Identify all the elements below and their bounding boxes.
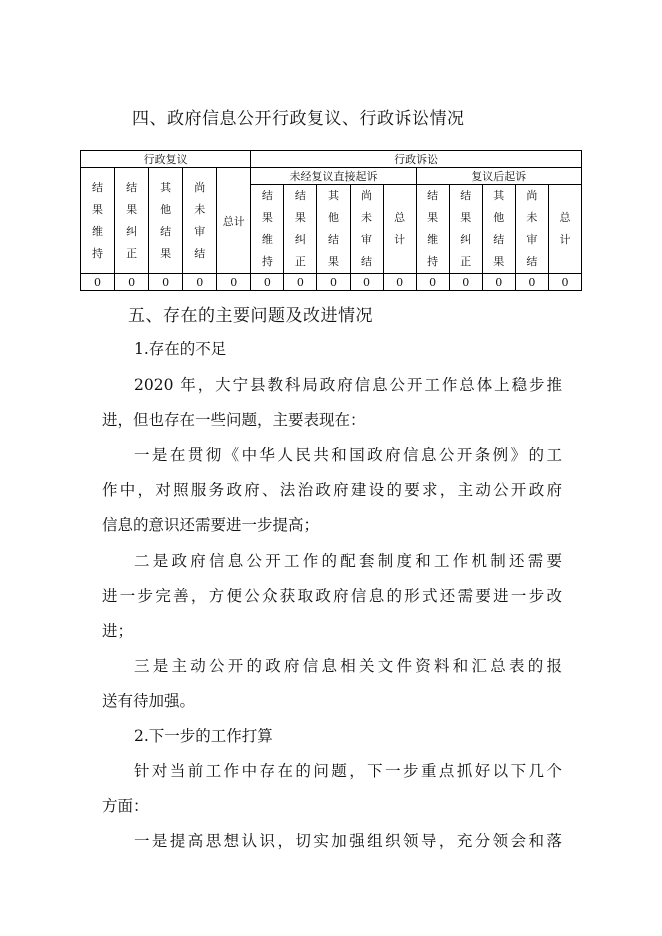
header-direct-suit: 未经复议直接起诉: [251, 168, 416, 185]
header-after-pending: 尚未审结: [515, 185, 548, 274]
paragraph-line: 针对当前工作中存在的问题，下一步重点抓好以下几个: [134, 762, 562, 780]
table-cell: 0: [515, 274, 548, 291]
paragraph-line: 方面：: [102, 797, 149, 815]
table-cell: 0: [482, 274, 515, 291]
table-cell: 0: [383, 274, 416, 291]
header-direct-maintain: 结果维持: [251, 185, 284, 274]
subheading-shortcomings: 1.存在的不足: [134, 340, 227, 358]
paragraph-line: 信息的意识还需要进一步提高；: [102, 516, 320, 534]
paragraph-line: 进；: [102, 622, 134, 640]
header-after-review: 复议后起诉: [416, 168, 581, 185]
table-cell: 0: [449, 274, 482, 291]
header-review-other: 其他结果: [149, 168, 183, 274]
header-after-total: 总计: [548, 185, 581, 274]
table-cell: 0: [548, 274, 581, 291]
header-direct-other: 其他结果: [317, 185, 350, 274]
paragraph-line: 作中，对照服务政府、法治政府建设的要求，主动公开政府: [102, 481, 562, 499]
header-after-corrected: 结果纠正: [449, 185, 482, 274]
header-direct-total: 总计: [383, 185, 416, 274]
header-direct-pending: 尚未审结: [350, 185, 383, 274]
table-cell: 0: [115, 274, 149, 291]
header-after-other: 其他结果: [482, 185, 515, 274]
table-cell: 0: [350, 274, 383, 291]
header-review-pending: 尚未审结: [183, 168, 217, 274]
paragraph-line: 二是政府信息公开工作的配套制度和工作机制还需要: [134, 552, 562, 570]
table-cell: 0: [183, 274, 217, 291]
table-cell: 0: [317, 274, 350, 291]
table-cell: 0: [284, 274, 317, 291]
table-cell: 0: [217, 274, 251, 291]
header-review-maintain: 结果维持: [81, 168, 115, 274]
header-admin-review: 行政复议: [81, 151, 251, 168]
header-review-total: 总计: [217, 168, 251, 274]
paragraph-line: 一是在贯彻《中华人民共和国政府信息公开条例》的工: [134, 446, 562, 464]
table-cell: 0: [416, 274, 449, 291]
paragraph-line: 2020 年，大宁县教科局政府信息公开工作总体上稳步推: [134, 376, 562, 394]
paragraph-line: 进一步完善，方便公众获取政府信息的形式还需要进一步改: [102, 587, 562, 605]
paragraph-line: 三是主动公开的政府信息相关文件资料和汇总表的报: [134, 657, 562, 675]
paragraph-line: 一是提高思想认识，切实加强组织领导，充分领会和落: [134, 832, 562, 850]
paragraph-line: 送有待加强。: [102, 692, 196, 710]
section-4-heading: 四、政府信息公开行政复议、行政诉讼情况: [132, 109, 465, 129]
header-direct-corrected: 结果纠正: [284, 185, 317, 274]
subheading-next-steps: 2.下一步的工作打算: [134, 727, 273, 745]
table-cell: 0: [81, 274, 115, 291]
table-cell: 0: [149, 274, 183, 291]
section-5-heading: 五、存在的主要问题及改进情况: [128, 306, 373, 326]
table-cell: 0: [251, 274, 284, 291]
header-admin-litigation: 行政诉讼: [251, 151, 582, 168]
header-review-corrected: 结果纠正: [115, 168, 149, 274]
header-after-maintain: 结果维持: [416, 185, 449, 274]
paragraph-line: 进，但也存在一些问题，主要表现在：: [102, 411, 366, 429]
review-litigation-table: [80, 150, 582, 291]
